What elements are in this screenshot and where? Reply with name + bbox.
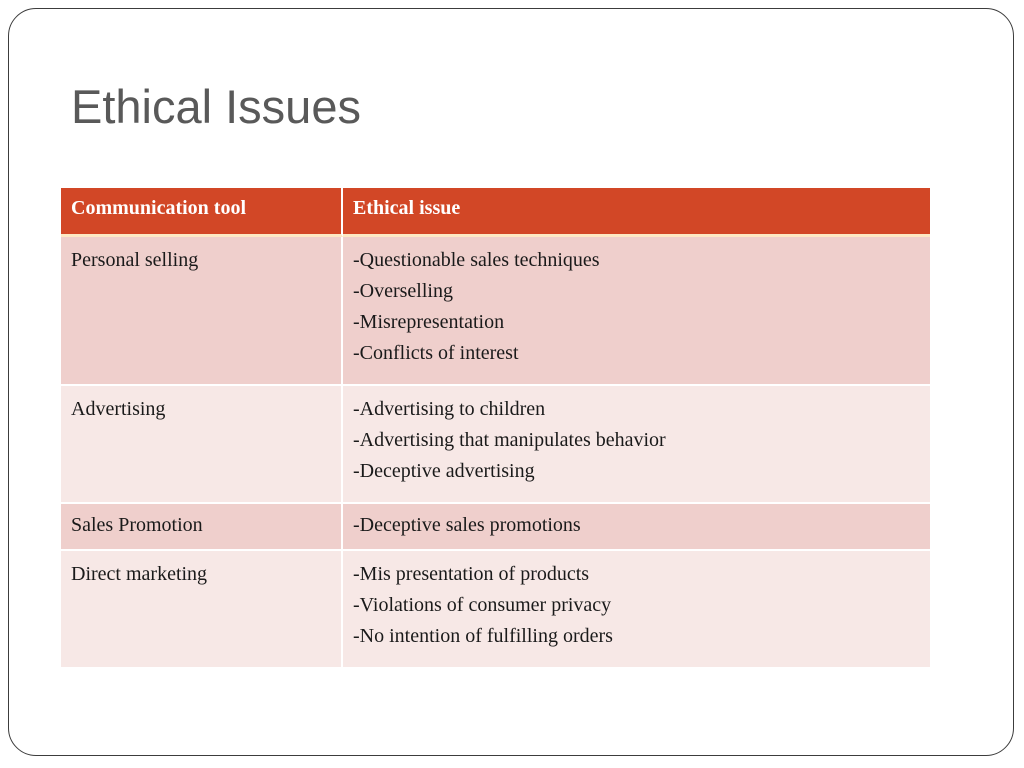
- issue-item: -Advertising that manipulates behavior: [353, 429, 666, 451]
- cell-issues: [343, 386, 930, 504]
- issue-item: -Deceptive sales promotions: [353, 514, 581, 536]
- slide-frame: [8, 8, 1014, 756]
- cell-tool: Sales Promotion: [61, 504, 343, 551]
- table-row-sales-promotion: [61, 504, 930, 551]
- table-row-personal-selling: [61, 237, 930, 386]
- issue-item: -Questionable sales techniques: [353, 249, 600, 271]
- header-ethical-issue: Ethical issue: [343, 188, 930, 237]
- cell-tool: Direct marketing: [61, 551, 343, 669]
- cell-issues: [343, 237, 930, 386]
- ethical-issues-table: [61, 188, 930, 669]
- cell-tool: Personal selling: [61, 237, 343, 386]
- table-row-advertising: [61, 386, 930, 504]
- cell-tool: Advertising: [61, 386, 343, 504]
- issue-item: -Violations of consumer privacy: [353, 594, 612, 616]
- cell-issues: [343, 504, 930, 551]
- issue-item: -Advertising to children: [353, 398, 546, 420]
- issue-item: -Misrepresentation: [353, 311, 505, 333]
- cell-issues: [343, 551, 930, 669]
- issue-item: -Conflicts of interest: [353, 342, 519, 364]
- slide-title: Ethical Issues: [71, 80, 361, 133]
- issue-item: -No intention of fulfilling orders: [353, 625, 613, 647]
- table-row-direct-marketing: [61, 551, 930, 669]
- issue-item: -Mis presentation of products: [353, 563, 590, 585]
- header-communication-tool: Communication tool: [61, 188, 343, 237]
- issue-item: -Overselling: [353, 280, 453, 302]
- table-header-row: [61, 188, 930, 237]
- issue-item: -Deceptive advertising: [353, 460, 535, 482]
